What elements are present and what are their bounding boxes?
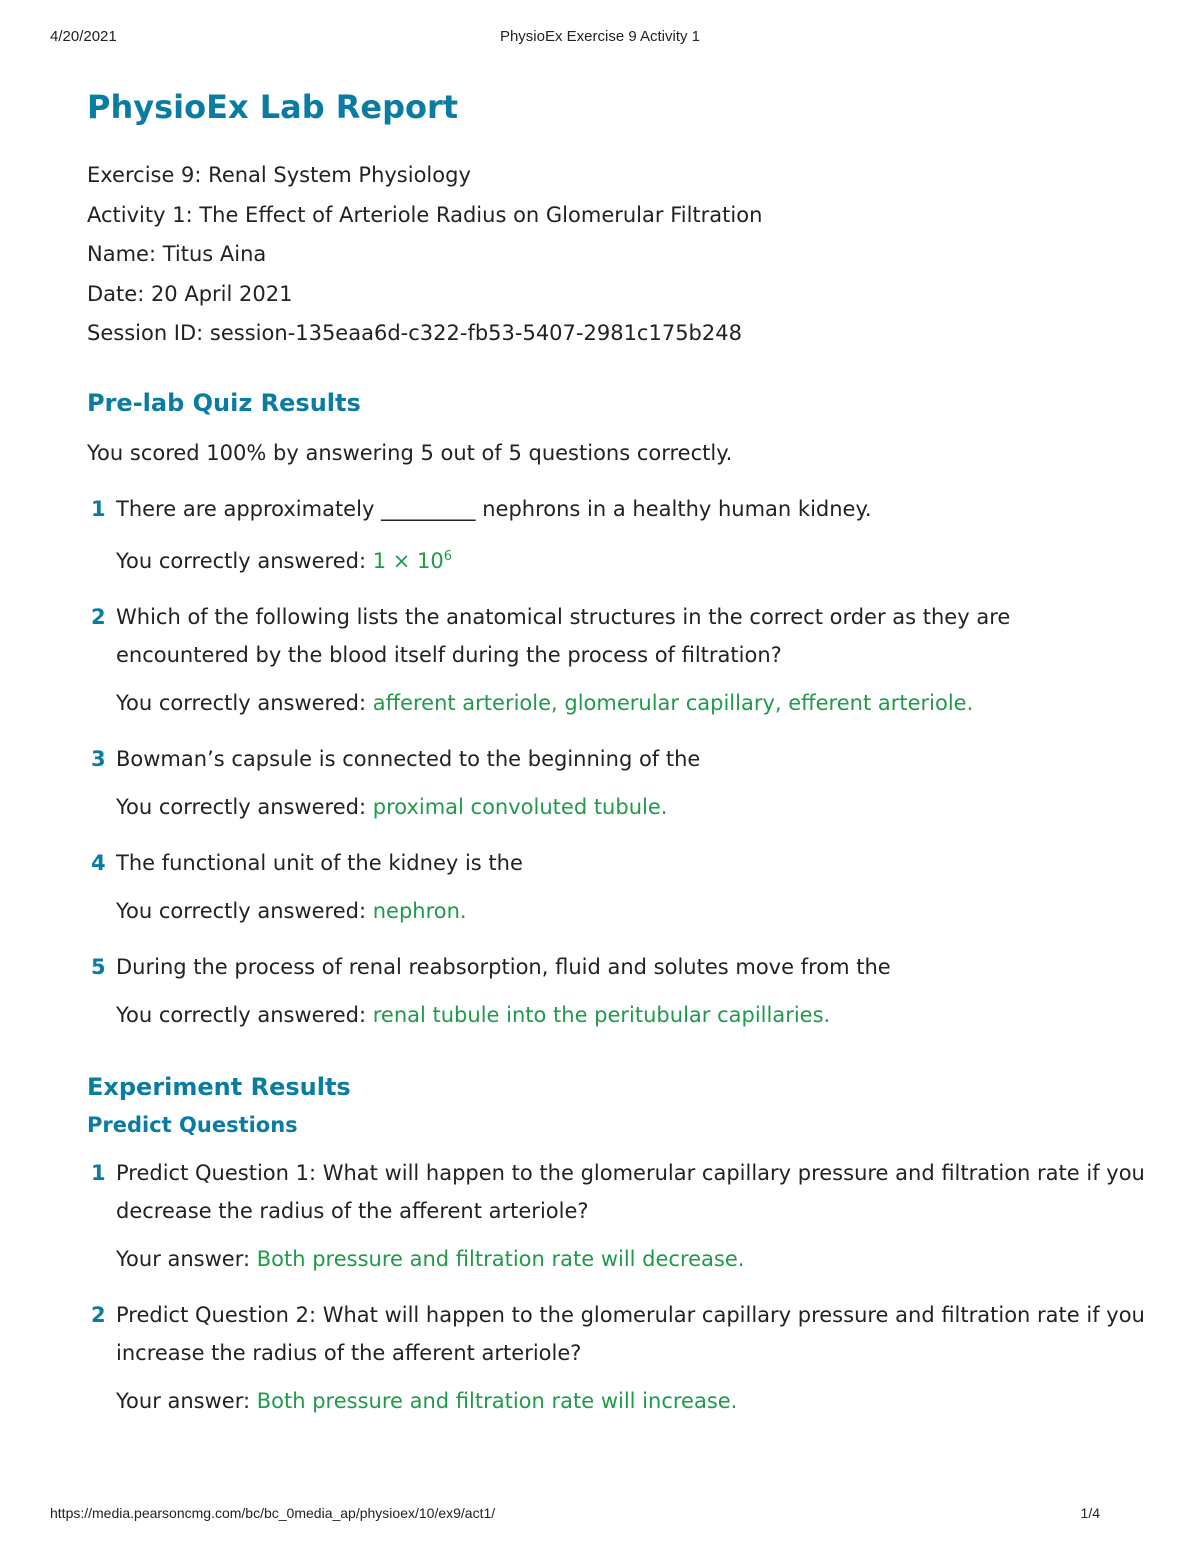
question-number: 1 (91, 1160, 106, 1185)
question-text: Predict Question 2: What will happen to the glomerular capillary pressure and filtration rate if you increase the radius of the afferent arteriole? (116, 1302, 1145, 1365)
answer-prefix: Your answer: (116, 1246, 257, 1271)
prelab-question (87, 740, 1147, 778)
answer-prefix: You correctly answered: (116, 898, 373, 923)
question-number: 1 (91, 496, 106, 521)
predict-question (87, 1154, 1147, 1230)
answer-prefix: You correctly answered: (116, 794, 373, 819)
question-number: 5 (91, 954, 106, 979)
answer-value: proximal convoluted tubule. (372, 794, 668, 819)
question-number: 2 (91, 604, 106, 629)
predict-answer (87, 1244, 1147, 1274)
prelab-answer (87, 896, 1147, 926)
answer-prefix: You correctly answered: (116, 548, 373, 573)
predict-heading: Predict Questions (87, 1112, 298, 1137)
prelab-answer (87, 1000, 1147, 1030)
predict-answer (87, 1386, 1147, 1416)
question-number: 4 (91, 850, 106, 875)
question-number: 2 (91, 1302, 106, 1327)
answer-value: Both pressure and filtration rate will increase. (256, 1388, 738, 1413)
answer-value: Both pressure and filtration rate will decrease. (256, 1246, 745, 1271)
question-number: 3 (91, 746, 106, 771)
answer-prefix: You correctly answered: (116, 690, 373, 715)
answer-prefix: Your answer: (116, 1388, 257, 1413)
print-url: https://media.pearsoncmg.com/bc/bc_0media_ap/physioex/10/ex9/act1/ (50, 1505, 496, 1521)
print-header (50, 28, 1150, 52)
prelab-score: You scored 100% by answering 5 out of 5 questions correctly. (87, 440, 733, 465)
prelab-heading: Pre-lab Quiz Results (87, 388, 361, 417)
prelab-question (87, 844, 1147, 882)
prelab-question (87, 490, 1147, 528)
prelab-question (87, 948, 1147, 986)
report-content (87, 84, 1147, 1416)
session-line: Session ID: session-135eaa6d-c322-fb53-5407-2981c175b248 (87, 321, 742, 345)
prelab-answer (87, 688, 1147, 718)
print-footer (50, 1505, 1150, 1529)
name-line: Name: Titus Aina (87, 242, 267, 266)
question-text: Which of the following lists the anatomical structures in the correct order as they are encountered by the blood itself during the process of filtration? (116, 604, 1011, 667)
prelab-answer (87, 542, 1147, 576)
exercise-line: Exercise 9: Renal System Physiology (87, 163, 471, 187)
page-number: 1/4 (1080, 1505, 1100, 1521)
question-text: The functional unit of the kidney is the (116, 850, 523, 875)
activity-line: Activity 1: The Effect of Arteriole Radius on Glomerular Filtration (87, 202, 763, 227)
answer-prefix: You correctly answered: (116, 1002, 373, 1027)
answer-value: renal tubule into the peritubular capillaries. (372, 1002, 831, 1027)
question-text: Predict Question 1: What will happen to the glomerular capillary pressure and filtration rate if you decrease the radius of the afferent arteriole? (116, 1160, 1145, 1223)
question-text: Bowman’s capsule is connected to the beginning of the (116, 746, 701, 771)
experiment-heading: Experiment Results (87, 1072, 351, 1101)
date-line: Date: 20 April 2021 (87, 281, 293, 306)
predict-question (87, 1296, 1147, 1372)
print-date: 4/20/2021 (50, 28, 117, 45)
answer-value (373, 549, 452, 573)
answer-value: afferent arteriole, glomerular capillary, efferent arteriole. (372, 690, 974, 715)
question-text: During the process of renal reabsorption, fluid and solutes move from the (116, 954, 891, 979)
question-text: There are approximately _________ nephrons in a healthy human kidney. (116, 496, 872, 521)
answer-base: 1 × 10 (372, 548, 444, 573)
print-page-title: PhysioEx Exercise 9 Activity 1 (499, 28, 701, 45)
report-title: PhysioEx Lab Report (87, 88, 459, 126)
answer-exponent: 6 (443, 548, 453, 564)
prelab-answer (87, 792, 1147, 822)
prelab-question (87, 598, 1147, 674)
report-meta (87, 156, 1147, 354)
answer-value: nephron. (372, 898, 467, 923)
